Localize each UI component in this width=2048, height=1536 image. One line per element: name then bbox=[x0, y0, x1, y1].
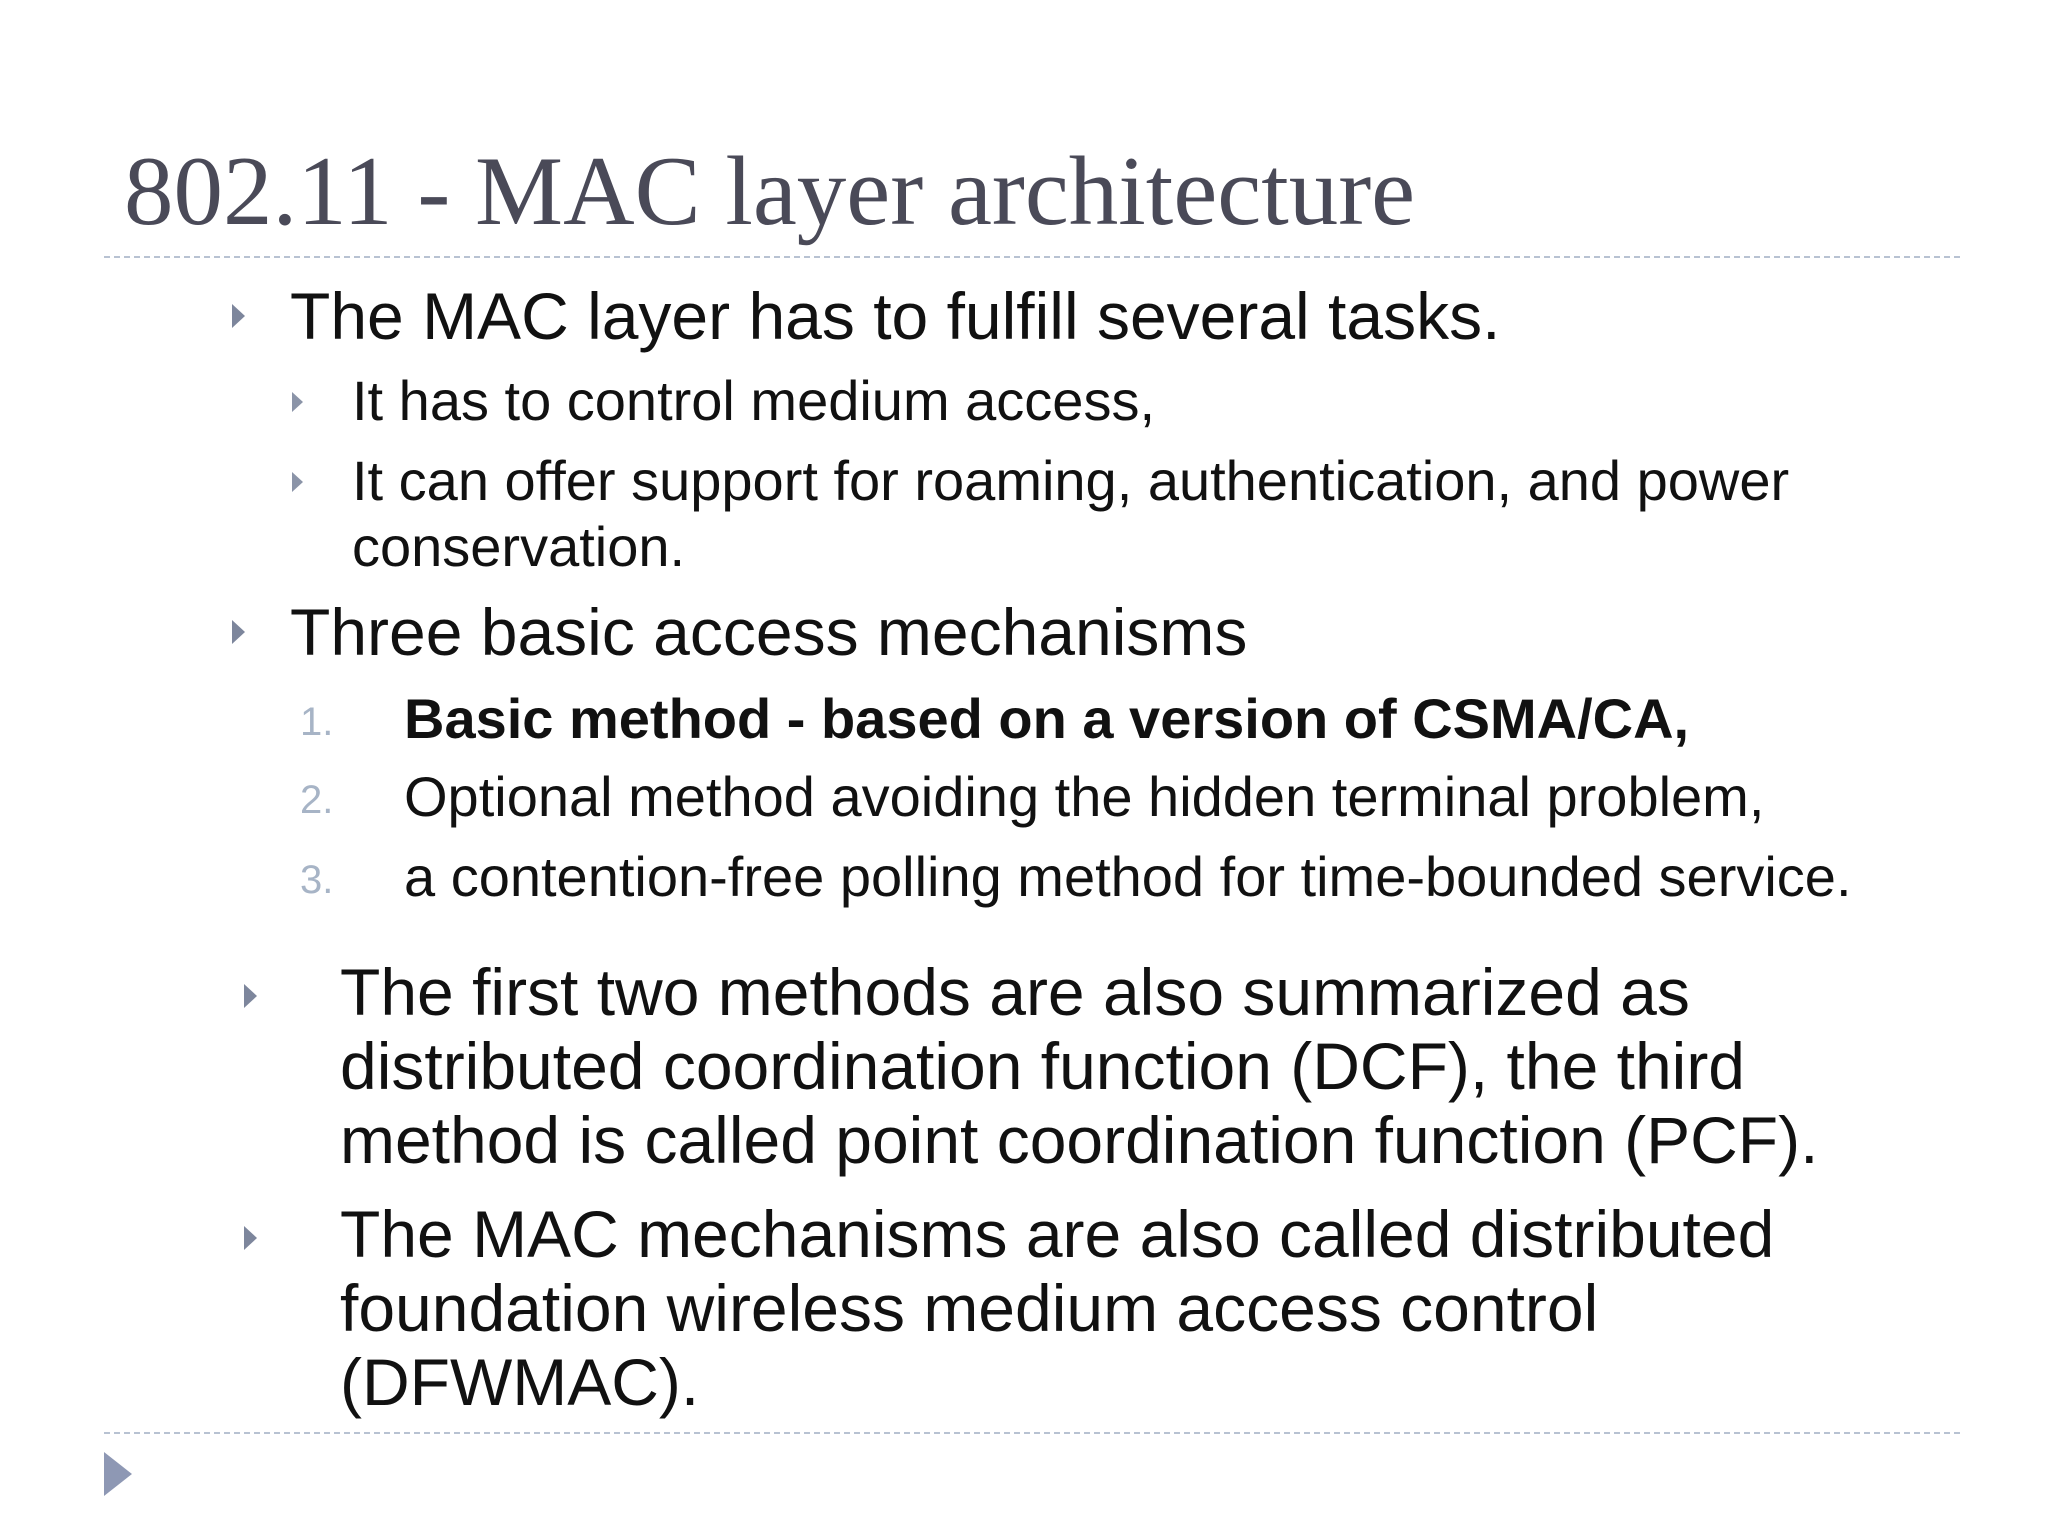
sub-bullet-arrow-icon bbox=[292, 392, 303, 412]
bullet-text: Three basic access mechanisms bbox=[290, 595, 1248, 669]
bullet-arrow-icon bbox=[232, 620, 245, 644]
footer-divider bbox=[104, 1432, 1960, 1434]
numbered-item-text: a contention-free polling method for time-bounded service. bbox=[404, 845, 1852, 908]
sub-bullet-text-continued: conservation. bbox=[352, 515, 686, 578]
summary-text-line: foundation wireless medium access control bbox=[340, 1271, 1599, 1345]
title-divider bbox=[104, 256, 1960, 258]
slide-corner-arrow-icon bbox=[104, 1452, 132, 1496]
numbered-item-text: Optional method avoiding the hidden terminal problem, bbox=[404, 765, 1765, 828]
list-number: 3. bbox=[300, 858, 334, 902]
summary-text-line: (DFWMAC). bbox=[340, 1345, 700, 1419]
slide-title: 802.11 - MAC layer architecture bbox=[124, 137, 1416, 246]
sub-bullet-text: It can offer support for roaming, authentication, and power bbox=[352, 449, 1790, 512]
list-number: 2. bbox=[300, 778, 334, 822]
summary-text-line: distributed coordination function (DCF), the third bbox=[340, 1029, 1746, 1103]
numbered-item-text: Basic method - based on a version of CSMA/CA, bbox=[404, 687, 1690, 750]
summary-text-line: The MAC mechanisms are also called distributed bbox=[340, 1197, 1775, 1271]
bullet-arrow-icon bbox=[232, 304, 245, 328]
sub-bullet-text: It has to control medium access, bbox=[352, 369, 1156, 432]
sub-bullet-arrow-icon bbox=[292, 472, 303, 492]
summary-text-line: The first two methods are also summarized as bbox=[340, 955, 1690, 1029]
bullet-text: The MAC layer has to fulfill several tasks. bbox=[290, 279, 1501, 353]
bullet-arrow-icon bbox=[244, 1226, 257, 1250]
summary-text-line: method is called point coordination function (PCF). bbox=[340, 1103, 1819, 1177]
list-number: 1. bbox=[300, 700, 334, 744]
bullet-arrow-icon bbox=[244, 984, 257, 1008]
